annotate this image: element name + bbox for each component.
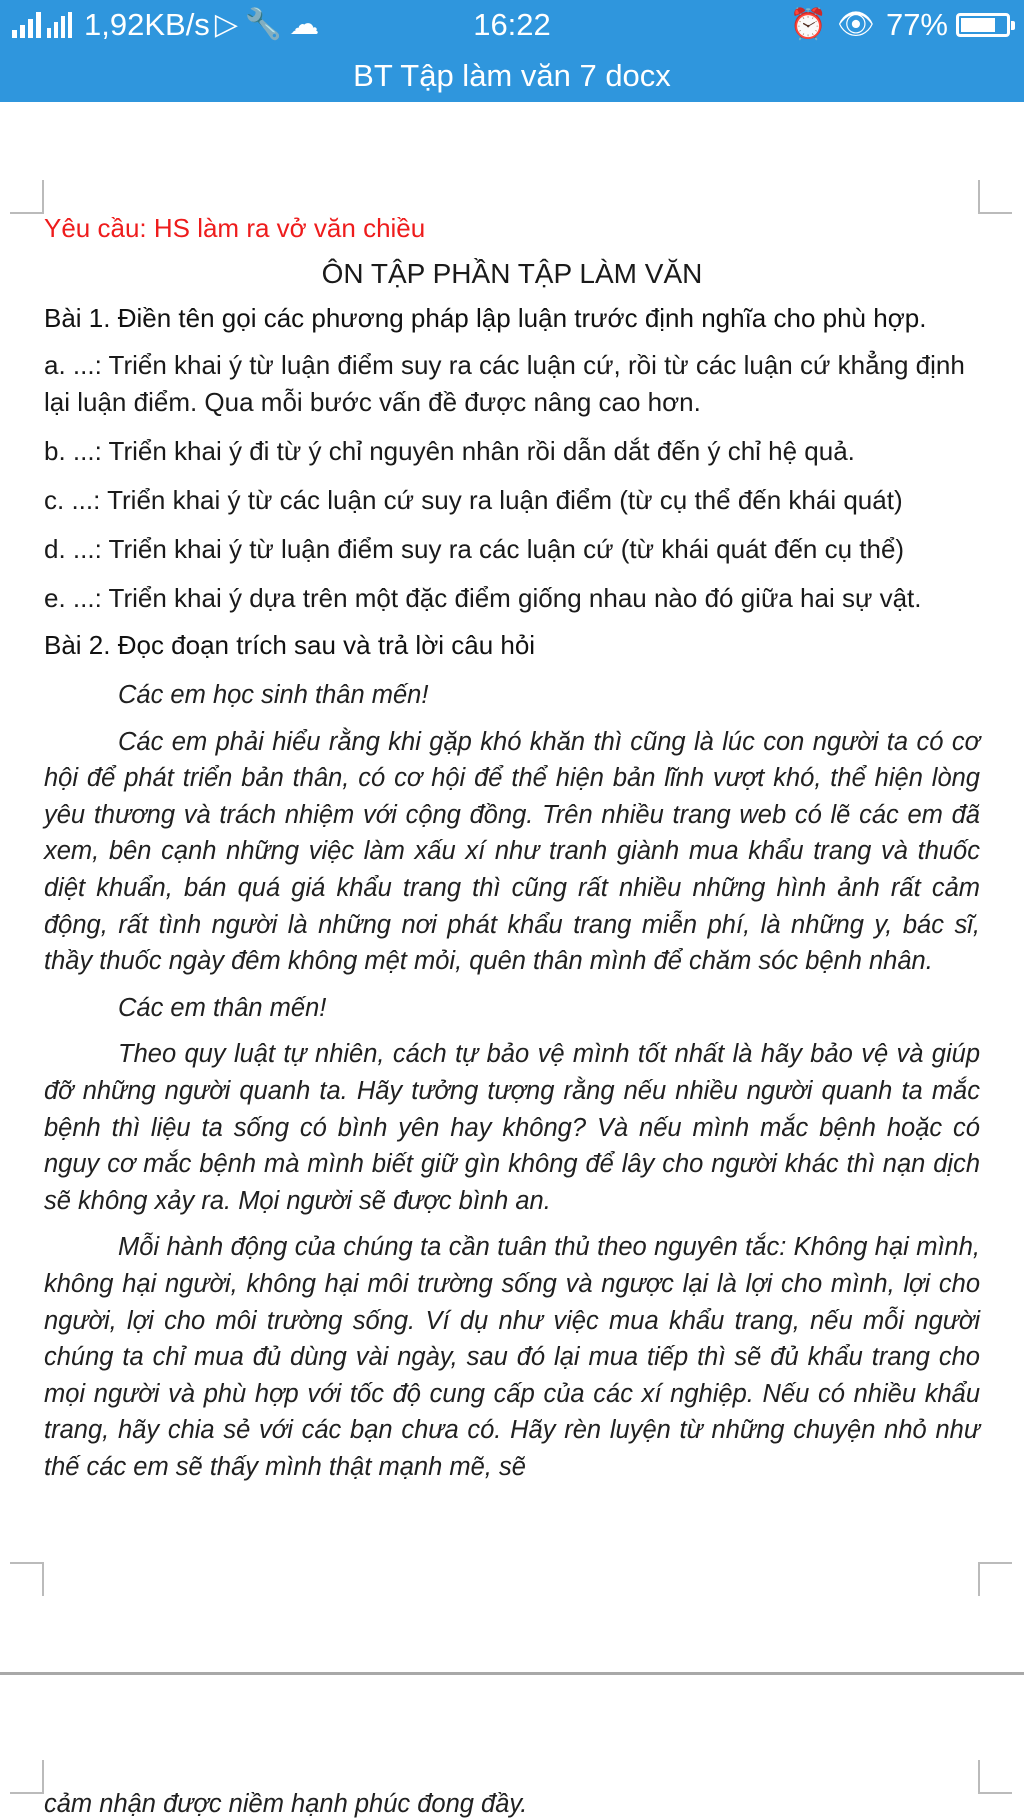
passage-paragraph: Theo quy luật tự nhiên, cách tự bảo vệ mình tốt nhất là hãy bảo vệ và giúp đỡ những người quanh ta. Hãy tưởng tượng rằng nếu nhiều người quanh ta mắc bệnh thì liệu ta sống có bình yên hay không? Và nếu mình mắc bệnh hoặc có nguy cơ mắc bệnh mà mình biết giữ gìn không để lây cho người khác thì nạn dịch sẽ không xảy ra. Mọi người sẽ được bình an. (44, 1040, 980, 1215)
requirement-note: Yêu cầu: HS làm ra vở văn chiều (44, 213, 426, 243)
exercise-1-item-e: e. ...: Triển khai ý dựa trên một đặc điểm giống nhau nào đó giữa hai sự vật. (44, 583, 922, 613)
exercise-1-heading: Bài 1. Điền tên gọi các phương pháp lập luận trước định nghĩa cho phù hợp. (44, 303, 927, 333)
passage-paragraph: Các em học sinh thân mến! (118, 681, 429, 709)
passage-paragraph: Mỗi hành động của chúng ta cần tuân thủ theo nguyên tắc: Không hại mình, không hại người, không hại môi trường sống và ngược lại là lợi cho mình, lợi cho người, lợi cho môi trường sống. Ví dụ như việc mua khẩu trang, nếu mỗi người chúng ta chỉ mua đủ dùng vài ngày, sau đó lại mua tiếp thì sẽ đủ khẩu trang cho mọi người và phù hợp với tốc độ cung cấp của các xí nghiệp. Nếu có nhiều khẩu trang, hãy chia sẻ với các bạn chưa có. Hãy rèn luyện từ những chuyện nhỏ như thế các em sẽ thấy mình thật mạnh mẽ, sẽ (44, 1233, 980, 1481)
battery-fill (961, 18, 995, 32)
crop-mark (978, 1760, 1012, 1794)
exercise-1-item-a: a. ...: Triển khai ý từ luận điểm suy ra các luận cứ, rồi từ các luận cứ khẳng định lại luận điểm. Qua mỗi bước vấn đề được nâng cao hơn. (44, 350, 965, 417)
crop-mark (10, 1760, 44, 1794)
document-page[interactable] (44, 208, 980, 1485)
status-right (785, 7, 1011, 43)
exercise-1-item-b: b. ...: Triển khai ý đi từ ý chỉ nguyên nhân rồi dẫn dắt đến ý chỉ hệ quả. (44, 436, 855, 466)
app-title: BT Tập làm văn 7 docx (353, 58, 671, 93)
top-bar (0, 0, 1024, 102)
eye-icon: 👁 (836, 8, 875, 41)
battery-icon (956, 13, 1010, 37)
crop-mark (978, 180, 1012, 214)
alarm-icon: ⏰ (789, 8, 827, 41)
page-divider (0, 1672, 1024, 1675)
battery-percent: 77% (885, 7, 948, 42)
status-bar (0, 0, 1024, 50)
exercise-2-heading: Bài 2. Đọc đoạn trích sau và trả lời câu hỏi (44, 630, 536, 660)
exercise-1-item-c: c. ...: Triển khai ý từ các luận cứ suy ra luận điểm (từ cụ thể đến khái quát) (44, 485, 903, 515)
crop-mark (978, 1562, 1012, 1596)
crop-mark (10, 180, 44, 214)
crop-mark (10, 1562, 44, 1596)
passage-continuation: cảm nhận được niềm hạnh phúc đong đầy. (44, 1790, 528, 1818)
status-time: 16:22 (473, 7, 551, 42)
wrench-icon: 🔧 (244, 8, 283, 41)
passage-paragraph: Các em phải hiểu rằng khi gặp khó khăn thì cũng là lúc con người ta có cơ hội để phát triển bản thân, có cơ hội để thể hiện bản lĩnh vượt khó, thể hiện lòng yêu thương và trách nhiệm với cộng đồng. Trên nhiều trang web có lẽ các em đã xem, bên cạnh những việc làm xấu xí như tranh giành mua khẩu trang và thuốc diệt khuẩn, bán quá giá khẩu trang thì cũng rất nhiều những hình ảnh rất cảm động, rất tình người là những nơi phát khẩu trang miễn phí, là những y, bác sĩ, thầy thuốc ngày đêm không mệt mỏi, quên thân mình để chăm sóc bệnh nhân. (44, 727, 980, 976)
exercise-1-item-d: d. ...: Triển khai ý từ luận điểm suy ra các luận cứ (từ khái quát đến cụ thể) (44, 534, 905, 564)
passage-paragraph: Các em thân mến! (118, 993, 327, 1022)
cloud-icon: ☁ (289, 8, 320, 41)
document-title: ÔN TẬP PHẦN TẬP LÀM VĂN (321, 258, 703, 289)
network-speed: 1,92KB/s (84, 7, 210, 42)
play-store-icon: ▷ (214, 8, 238, 41)
